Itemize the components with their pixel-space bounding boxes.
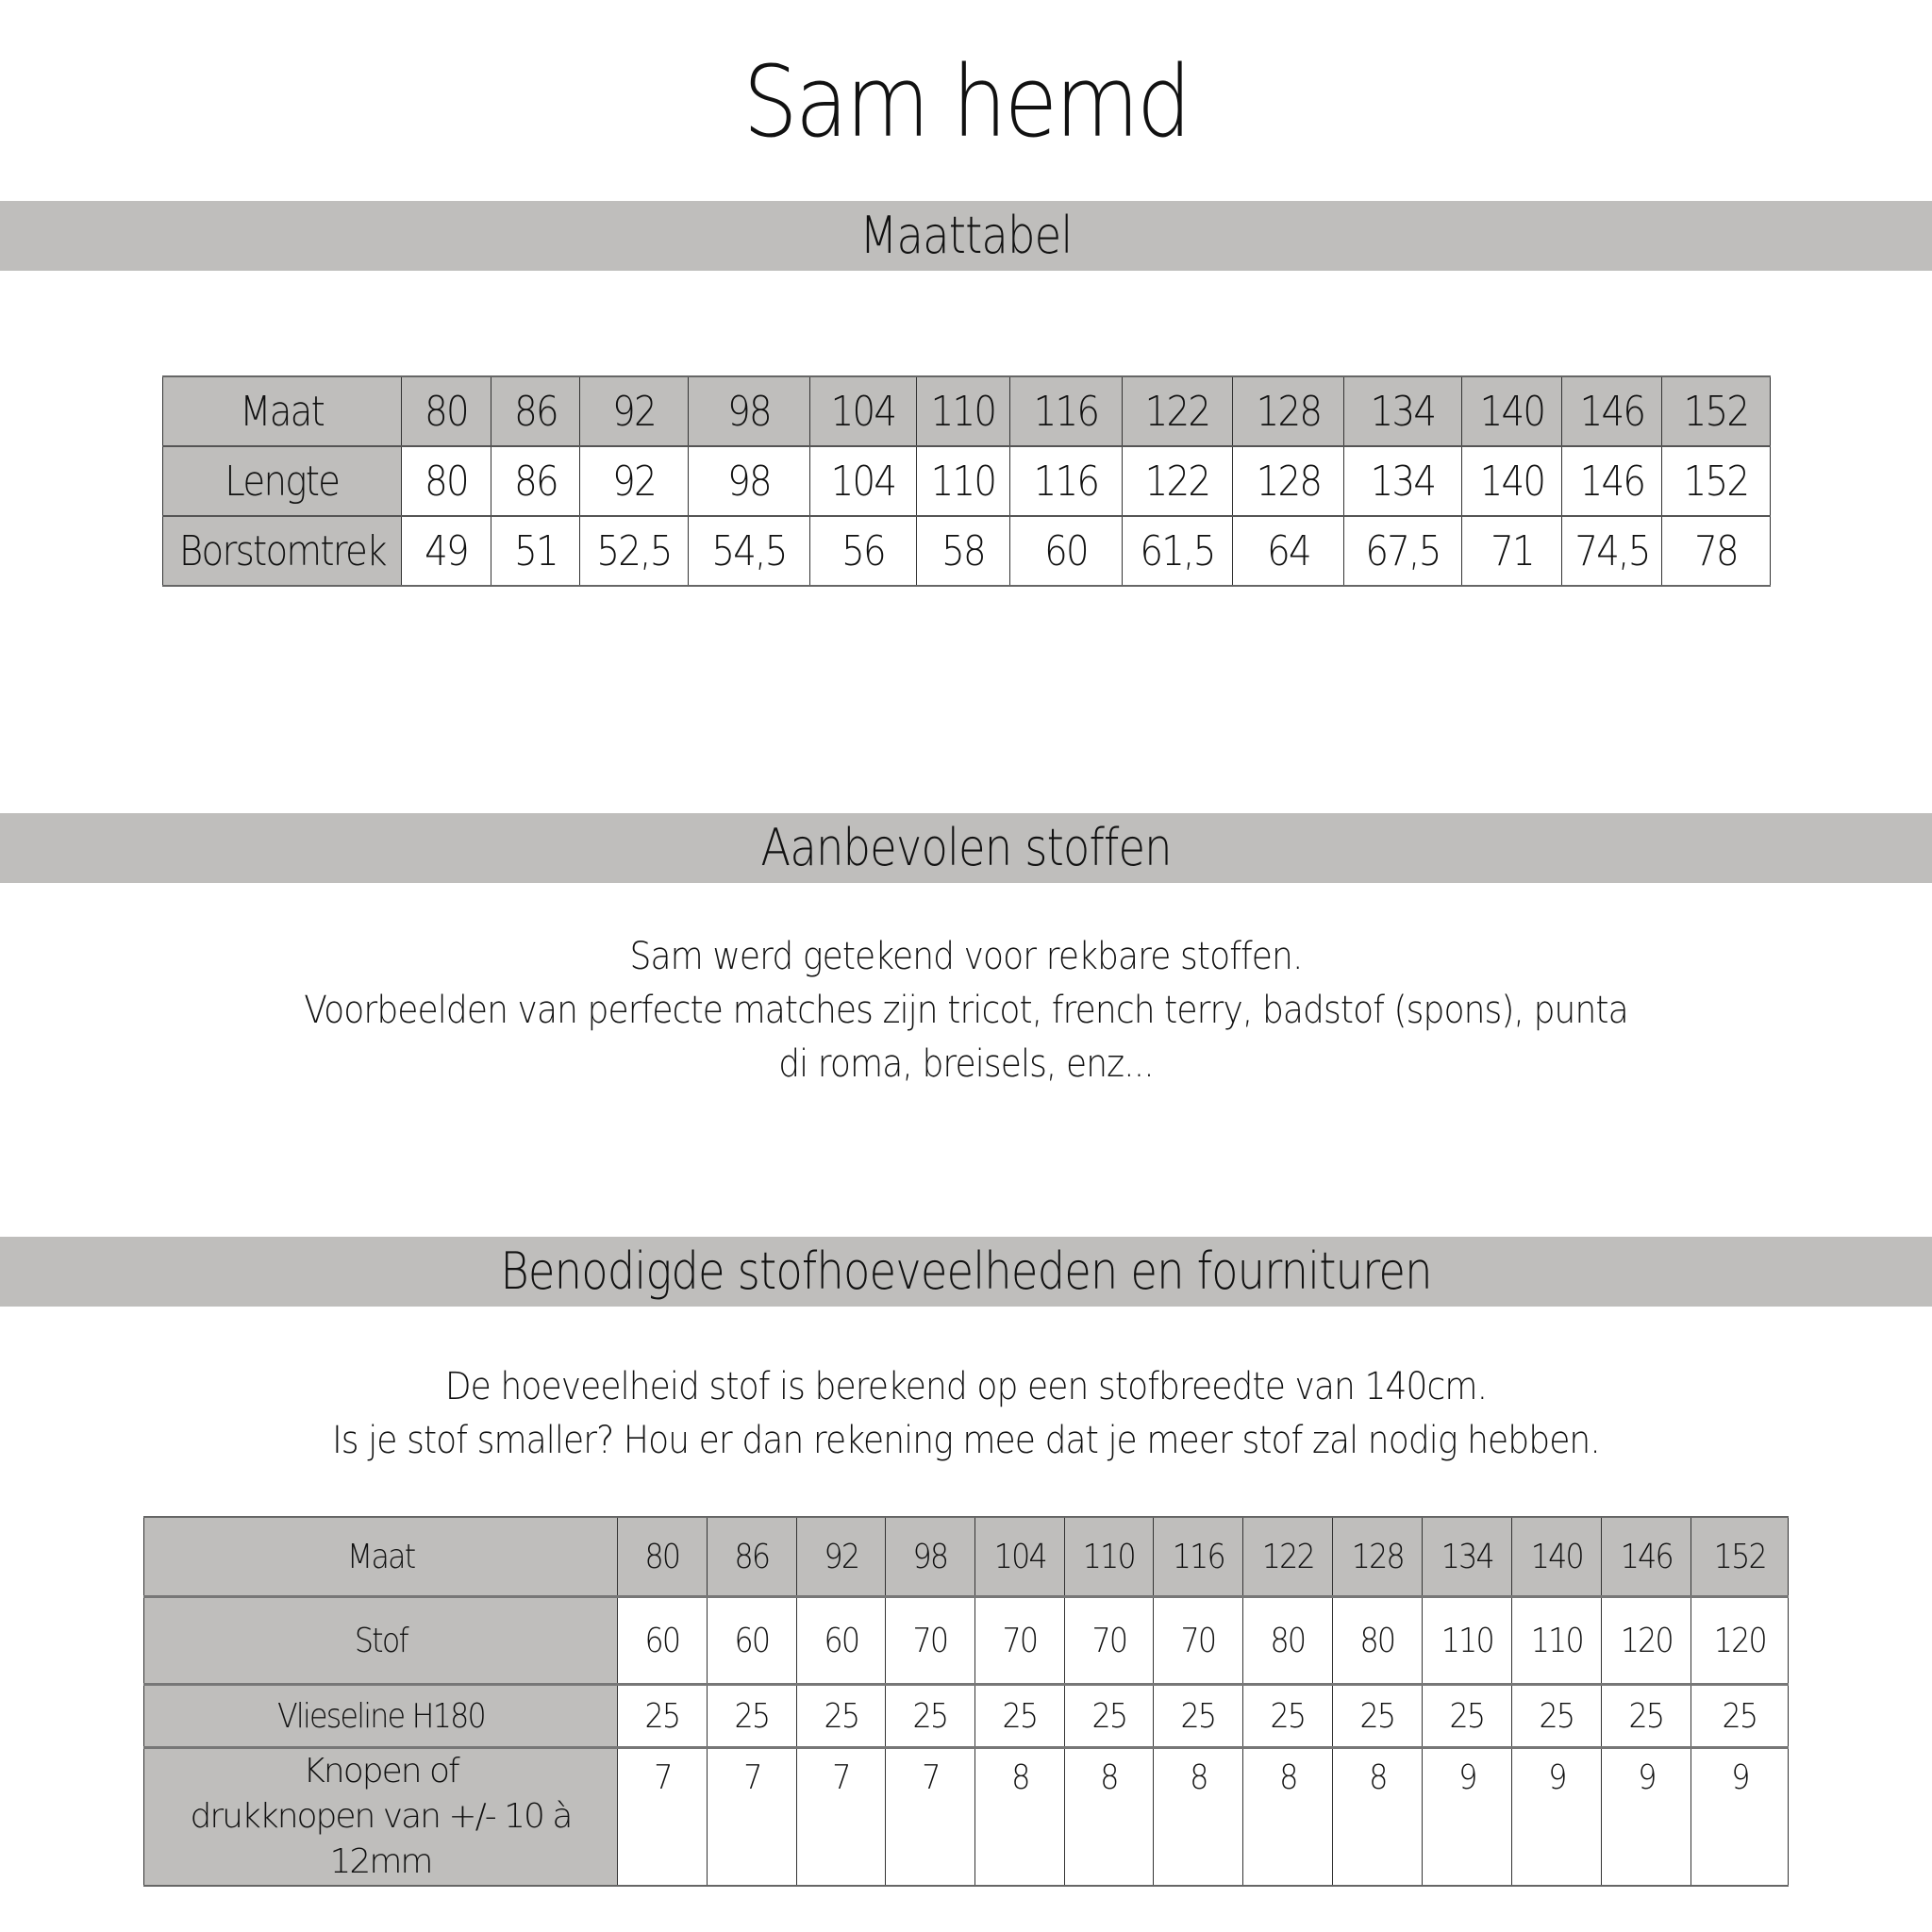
table-cell: 25 <box>618 1685 708 1748</box>
table-row <box>144 1685 1789 1748</box>
table-cell: 110 <box>1065 1517 1154 1597</box>
table-cell: 70 <box>1154 1597 1243 1685</box>
table-cell: 52,5 <box>580 516 689 586</box>
table-cell: 98 <box>689 376 810 446</box>
table-cell: 122 <box>1243 1517 1333 1597</box>
row-label: Stof <box>144 1597 618 1685</box>
row-label: Borstomtrek <box>163 516 402 586</box>
table-cell: 80 <box>618 1517 708 1597</box>
table-cell: 70 <box>886 1597 975 1685</box>
table-cell: 122 <box>1123 376 1233 446</box>
table-cell: 60 <box>797 1597 886 1685</box>
table-cell: 110 <box>917 446 1010 516</box>
table-cell: 64 <box>1233 516 1344 586</box>
table-cell: 98 <box>689 446 810 516</box>
table-cell: 86 <box>491 446 580 516</box>
table-cell: 80 <box>1243 1597 1333 1685</box>
table-cell: 25 <box>1065 1685 1154 1748</box>
table-row <box>163 516 1771 586</box>
table-cell: 146 <box>1562 376 1662 446</box>
section-header-fabrics <box>0 813 1932 883</box>
table-cell: 92 <box>580 376 689 446</box>
table-cell: 86 <box>708 1517 797 1597</box>
table-cell: 67,5 <box>1344 516 1462 586</box>
row-label: Vlieseline H180 <box>144 1685 618 1748</box>
table-cell: 25 <box>708 1685 797 1748</box>
table-cell: 140 <box>1462 446 1562 516</box>
row-label: Lengte <box>163 446 402 516</box>
table-cell: 116 <box>1010 376 1123 446</box>
table-cell: 120 <box>1691 1597 1789 1685</box>
table-cell: 25 <box>1512 1685 1602 1748</box>
table-cell: 70 <box>975 1597 1065 1685</box>
table-cell: 134 <box>1344 446 1462 516</box>
table-cell: 56 <box>810 516 917 586</box>
table-cell: 7 <box>618 1748 708 1887</box>
table-cell: 80 <box>402 376 491 446</box>
table-cell: 152 <box>1662 376 1771 446</box>
table-cell: 146 <box>1602 1517 1691 1597</box>
table-cell: 25 <box>1333 1685 1423 1748</box>
table-cell: 120 <box>1602 1597 1691 1685</box>
section-header-size-chart <box>0 201 1932 271</box>
table-cell: 104 <box>975 1517 1065 1597</box>
table-cell: 61,5 <box>1123 516 1233 586</box>
table-cell: 60 <box>618 1597 708 1685</box>
size-chart-table <box>162 375 1771 587</box>
table-cell: 49 <box>402 516 491 586</box>
table-cell: 122 <box>1123 446 1233 516</box>
table-cell: 8 <box>975 1748 1065 1887</box>
table-cell: 98 <box>886 1517 975 1597</box>
paragraph-line: di roma, breisels, enz... <box>778 1042 1154 1086</box>
table-cell: 7 <box>708 1748 797 1887</box>
table-cell: 9 <box>1512 1748 1602 1887</box>
table-cell: 70 <box>1065 1597 1154 1685</box>
table-cell: 25 <box>797 1685 886 1748</box>
table-cell: 7 <box>797 1748 886 1887</box>
table-cell: 110 <box>1512 1597 1602 1685</box>
table-cell: 128 <box>1233 376 1344 446</box>
table-cell: 116 <box>1010 446 1123 516</box>
table-cell: 80 <box>402 446 491 516</box>
table-cell: 104 <box>810 376 917 446</box>
table-cell: 92 <box>797 1517 886 1597</box>
table-cell: 86 <box>491 376 580 446</box>
table-cell: 58 <box>917 516 1010 586</box>
table-cell: 54,5 <box>689 516 810 586</box>
row-label: Maat <box>144 1517 618 1597</box>
table-cell: 134 <box>1423 1517 1512 1597</box>
table-cell: 25 <box>1243 1685 1333 1748</box>
table-cell: 25 <box>886 1685 975 1748</box>
fabrics-description <box>0 930 1932 1091</box>
table-row <box>144 1517 1789 1597</box>
table-cell: 60 <box>708 1597 797 1685</box>
table-cell: 110 <box>1423 1597 1512 1685</box>
materials-table <box>143 1516 1789 1887</box>
table-cell: 8 <box>1243 1748 1333 1887</box>
table-cell: 74,5 <box>1562 516 1662 586</box>
row-label: Maat <box>163 376 402 446</box>
table-row <box>163 446 1771 516</box>
paragraph-line: Voorbeelden van perfecte matches zijn tricot, french terry, badstof (spons), punta <box>304 989 1628 1032</box>
table-cell: 25 <box>1154 1685 1243 1748</box>
table-cell: 25 <box>1602 1685 1691 1748</box>
paragraph-line: Sam werd getekend voor rekbare stoffen. <box>629 935 1303 978</box>
table-cell: 140 <box>1462 376 1562 446</box>
table-cell: 8 <box>1065 1748 1154 1887</box>
table-cell: 104 <box>810 446 917 516</box>
table-cell: 152 <box>1662 446 1771 516</box>
table-cell: 92 <box>580 446 689 516</box>
table-cell: 146 <box>1562 446 1662 516</box>
table-cell: 128 <box>1333 1517 1423 1597</box>
paragraph-line: Is je stof smaller? Hou er dan rekening mee dat je meer stof zal nodig hebben. <box>332 1419 1600 1462</box>
section-heading: Aanbevolen stoffen <box>760 818 1172 877</box>
table-cell: 71 <box>1462 516 1562 586</box>
paragraph-line: De hoeveelheid stof is berekend op een stofbreedte van 140cm. <box>444 1365 1488 1408</box>
materials-description <box>0 1360 1932 1468</box>
table-cell: 134 <box>1344 376 1462 446</box>
table-cell: 9 <box>1691 1748 1789 1887</box>
table-cell: 152 <box>1691 1517 1789 1597</box>
page-title: Sam hemd <box>742 44 1190 159</box>
table-cell: 25 <box>1423 1685 1512 1748</box>
table-cell: 110 <box>917 376 1010 446</box>
table-row <box>144 1748 1789 1887</box>
table-cell: 116 <box>1154 1517 1243 1597</box>
table-cell: 9 <box>1423 1748 1512 1887</box>
table-cell: 78 <box>1662 516 1771 586</box>
row-label: Knopen of drukknopen van +/- 10 à 12mm <box>144 1748 618 1887</box>
section-header-materials <box>0 1237 1932 1307</box>
table-cell: 51 <box>491 516 580 586</box>
table-cell: 128 <box>1233 446 1344 516</box>
table-cell: 8 <box>1333 1748 1423 1887</box>
table-row <box>144 1597 1789 1685</box>
table-row <box>163 376 1771 446</box>
table-cell: 8 <box>1154 1748 1243 1887</box>
table-cell: 25 <box>1691 1685 1789 1748</box>
table-cell: 140 <box>1512 1517 1602 1597</box>
section-heading: Maattabel <box>859 206 1073 265</box>
table-cell: 80 <box>1333 1597 1423 1685</box>
section-heading: Benodigde stofhoeveelheden en fournituren <box>500 1241 1432 1301</box>
table-cell: 9 <box>1602 1748 1691 1887</box>
table-cell: 60 <box>1010 516 1123 586</box>
table-cell: 7 <box>886 1748 975 1887</box>
table-cell: 25 <box>975 1685 1065 1748</box>
